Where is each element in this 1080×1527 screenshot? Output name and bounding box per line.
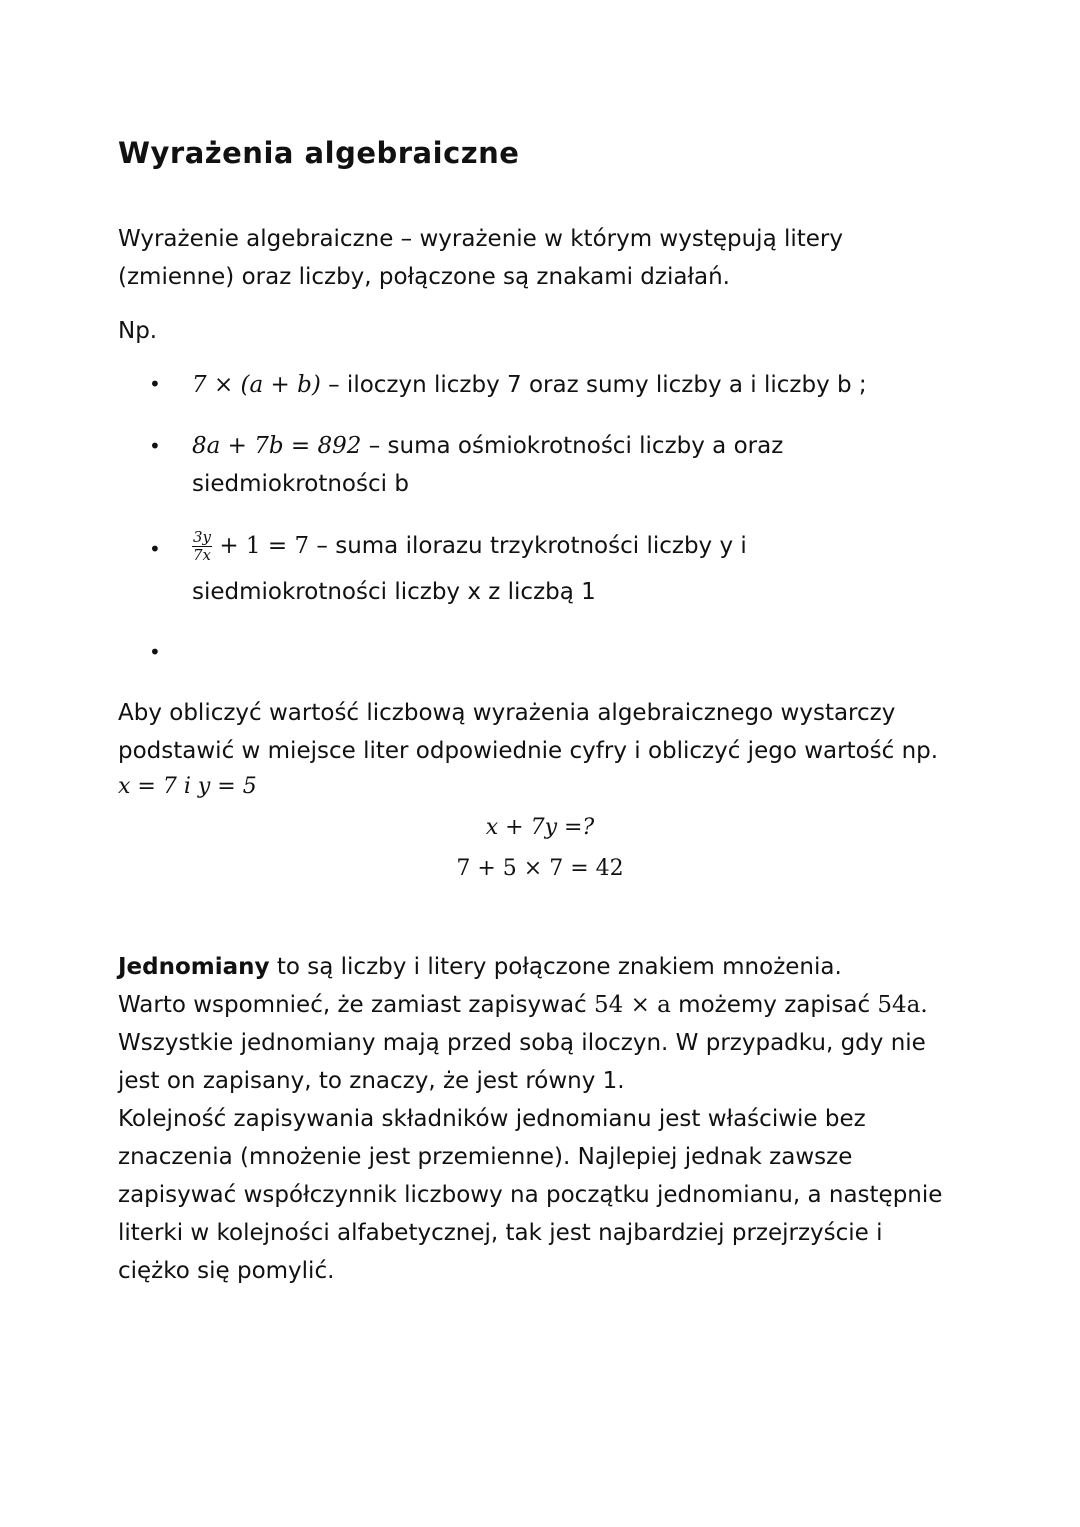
example-3-text: – suma ilorazu trzykrotności liczby y i: [309, 533, 747, 559]
monomials-math-2: 54a.: [877, 992, 928, 1018]
monomials-line-2-a: Warto wspomnieć, że zamiast zapisywać: [118, 992, 594, 1018]
bullet-icon: •: [149, 537, 161, 561]
monomials-line-4: jest on zapisany, to znaczy, że jest równy 1.: [118, 1068, 625, 1094]
monomials-line-6: znaczenia (mnożenie jest przemienne). Najlepiej jednak zawsze: [118, 1144, 853, 1170]
bullet-icon: •: [149, 434, 161, 458]
monomials-line-9: ciężko się pomylić.: [118, 1258, 335, 1284]
example-2-text: – suma ośmiokrotności liczby a oraz: [361, 433, 784, 459]
fraction-numerator: 3y: [193, 528, 212, 546]
evaluation-line-2: podstawić w miejsce liter odpowiednie cyfry i obliczyć jego wartość np.: [118, 738, 939, 764]
equation-1: x + 7y =?: [485, 815, 595, 840]
monomials-line-2-b: możemy zapisać: [670, 992, 878, 1018]
fraction: [192, 529, 212, 564]
monomials-math-1: 54 × a: [594, 992, 671, 1018]
fraction-denominator: 7x: [193, 546, 212, 564]
monomials-line-2: [118, 986, 928, 1024]
example-2-math: 8a + 7b = 892: [192, 433, 362, 459]
monomials-line-7: zapisywać współczynnik liczbowy na początku jednomianu, a następnie: [118, 1182, 943, 1208]
np-label: Np.: [118, 318, 158, 344]
example-3: [192, 527, 747, 565]
bullet-icon: •: [149, 640, 161, 664]
monomials-line-1: [118, 948, 842, 986]
example-1-text: – iloczyn liczby 7 oraz sumy liczby a i liczby b ;: [320, 372, 867, 398]
bullet-icon: •: [149, 372, 161, 396]
example-1-math: 7 × (a + b): [192, 372, 321, 398]
monomials-line-8: literki w kolejności alfabetycznej, tak jest najbardziej przejrzyście i: [118, 1220, 883, 1246]
definition-line-1: Wyrażenie algebraiczne – wyrażenie w którym występują litery: [118, 226, 843, 252]
evaluation-line-1: Aby obliczyć wartość liczbową wyrażenia algebraicznego wystarczy: [118, 700, 896, 726]
monomials-line-3: Wszystkie jednomiany mają przed sobą iloczyn. W przypadku, gdy nie: [118, 1030, 926, 1056]
equation-2: 7 + 5 × 7 = 42: [456, 856, 624, 881]
monomials-term: Jednomiany: [118, 954, 270, 980]
evaluation-given: x = 7 i y = 5: [118, 774, 257, 799]
example-1: [192, 366, 867, 404]
monomials-line-5: Kolejność zapisywania składników jednomianu jest właściwie bez: [118, 1106, 866, 1132]
example-2: [192, 427, 783, 465]
example-3-line-2: siedmiokrotności liczby x z liczbą 1: [192, 579, 596, 605]
example-2-line-2: siedmiokrotności b: [192, 471, 409, 497]
monomials-line-1-rest: to są liczby i litery połączone znakiem mnożenia.: [269, 954, 842, 980]
example-3-math: + 1 = 7: [212, 533, 310, 559]
page-title: Wyrażenia algebraiczne: [118, 136, 520, 170]
definition-line-2: (zmienne) oraz liczby, połączone są znakami działań.: [118, 264, 730, 290]
